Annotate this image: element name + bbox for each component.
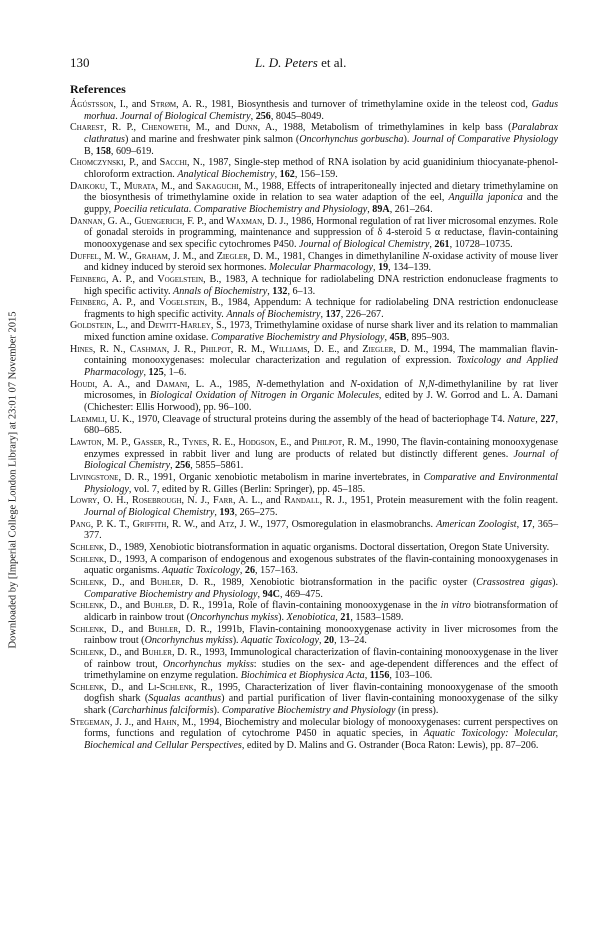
reference-entry: [70, 624, 558, 647]
reference-text: , N. J.,: [181, 495, 213, 507]
reference-entry: [70, 495, 558, 518]
reference-italic: Oncorhynchus mykiss: [144, 635, 233, 647]
reference-text: , F. P., and: [182, 215, 227, 227]
reference-volume: 45B: [389, 332, 407, 344]
reference-text: ,: [384, 332, 390, 344]
reference-entry: [70, 577, 558, 600]
reference-text: , 6–13.: [287, 285, 316, 297]
reference-author: Gasser: [133, 437, 163, 449]
reference-text: ) and marine and freshwater pink salmon (: [124, 133, 300, 145]
reference-author: Graham: [134, 250, 168, 262]
reference-author: Schlenk: [70, 553, 104, 565]
download-watermark: [4, 300, 22, 660]
reference-text: , N., 1987, Single-step method of RNA isolation by acid guanidinium thiocyanate-phenol-chloroform extraction.: [84, 157, 558, 180]
reference-italic: N: [350, 378, 358, 390]
reference-volume: 132: [272, 285, 288, 297]
reference-volume: 89A: [372, 203, 390, 215]
reference-author: Feinberg: [70, 297, 106, 309]
reference-text: , L., and: [111, 320, 148, 332]
reference-italic: N,N: [418, 378, 435, 390]
reference-author: Vogelstein: [158, 297, 205, 309]
reference-text: , 895–903.: [406, 332, 450, 344]
reference-author: Schlenk: [70, 541, 104, 553]
reference-entry: [70, 414, 558, 437]
reference-author: Li-Schlenk: [147, 681, 194, 693]
reference-author: Hahn: [154, 716, 177, 728]
reference-text: , 10728–10735.: [449, 238, 513, 250]
reference-volume: 1156: [369, 670, 390, 682]
reference-text: , D., and: [104, 646, 142, 658]
reference-text: , D. R., 1993, Immunological characterization of flavin-containing monooxygenase in the liver of rainbow trout,: [84, 646, 558, 670]
reference-entry: [70, 682, 558, 717]
reference-text: biotransformation of aldicarb in rainbow trout (: [84, 600, 558, 623]
reference-author: Cashman: [129, 343, 167, 355]
running-head-author: L. D. Peters: [255, 55, 318, 70]
reference-volume: 21: [340, 611, 351, 623]
reference-text: ,: [364, 670, 370, 682]
reference-author: Dunn: [235, 122, 258, 134]
reference-text: , R. W., and: [166, 518, 219, 530]
reference-author: Laemmli: [70, 413, 105, 425]
reference-italic: Journal of Biological Chemistry: [120, 110, 251, 122]
reference-author: Tynes: [182, 437, 207, 449]
reference-author: Philpot: [200, 343, 231, 355]
reference-text: , 156–159.: [294, 168, 338, 180]
reference-text: ,: [367, 203, 373, 215]
reference-italic: Journal of Biological Chemistry: [84, 506, 215, 518]
reference-author: Lawton: [70, 437, 102, 449]
reference-text: , A. P., and: [105, 297, 159, 309]
reference-entry: [70, 99, 558, 122]
reference-text: , D. M., 1994, The mammalian flavin-containing monooxygenases: molecular characterization and regulation of expression.: [84, 343, 559, 367]
reference-text: , D. R., 1991b, Flavin-containing monooxygenase activity in liver microsomes from the rainbow trout (: [84, 623, 558, 647]
reference-text: , 1583–1589.: [350, 611, 404, 623]
reference-italic: Nature: [507, 413, 536, 425]
reference-entry: [70, 519, 558, 542]
reference-text: , S., 1973, Trimethylamine oxidase of nurse shark liver and its relation to mammalian mixed function amine oxidase.: [84, 320, 558, 344]
reference-author: Ágústsson: [70, 99, 114, 110]
reference-italic: Oncorhynchus mykiss: [162, 658, 254, 670]
reference-entry: [70, 647, 558, 682]
reference-text: ).: [552, 576, 558, 588]
reference-text: , U. K., 1970, Cleavage of structural proteins during the assembly of the head of bacteriophage T4.: [104, 413, 508, 425]
reference-author: Farr: [212, 495, 233, 507]
reference-text: ,: [429, 238, 435, 250]
reference-italic: Crassostrea gigas: [476, 576, 553, 588]
reference-volume: 256: [255, 110, 271, 122]
reference-text: ,: [318, 635, 324, 647]
reference-text: , D. R., 1991a, Role of flavin-containing monooxygenase in the: [173, 600, 441, 612]
reference-text: -dimethylaniline by rat liver microsomes, in: [84, 378, 558, 402]
reference-italic: Comparative and Environmental Physiology: [84, 472, 558, 495]
reference-text: , D. E., and: [307, 343, 363, 355]
reference-text: , R. N.,: [92, 343, 130, 355]
reference-italic: Comparative Biochemistry and Physiology: [193, 203, 368, 215]
reference-volume: 256: [175, 460, 191, 472]
reference-entry: [70, 379, 558, 414]
reference-entry: [70, 320, 558, 343]
reference-italic: Oncorhynchus mykiss: [189, 611, 279, 623]
reference-text: (in press).: [395, 705, 439, 717]
reference-text: , R., 1995, Characterization of liver flavin-containing monooxygenase of the smooth dogfish shark (: [84, 681, 558, 705]
reference-text: , A. P., and: [105, 273, 158, 285]
reference-author: Chenoweth: [141, 122, 188, 134]
reference-author: Schlenk: [70, 646, 104, 658]
reference-text: , A. L., and: [232, 495, 285, 507]
reference-text: ,: [274, 168, 280, 180]
reference-text: , L. A., 1985,: [187, 378, 257, 390]
reference-text: .: [188, 203, 194, 215]
reference-author: Waxman: [226, 215, 263, 227]
reference-text: , J. J., and: [109, 716, 155, 728]
reference-author: Williams: [269, 343, 308, 355]
reference-text: , 261–264.: [389, 203, 433, 215]
reference-text: .: [115, 110, 121, 122]
reference-italic: Biochimica et Biophysica Acta: [240, 670, 365, 682]
reference-text: ).: [278, 611, 287, 623]
reference-text: : studies on the sex- and age-dependent differences and the effect of trimethylamine on enzyme regulation.: [84, 658, 558, 682]
reference-text: , D., 1993, A comparison of endogenous and exogenous substrates of the flavin-containing monooxygenases in aquatic organisms.: [84, 553, 558, 577]
reference-text: , R. P.,: [103, 122, 142, 134]
reference-italic: Aquatic Toxicology: Molecular, Biochemical and Cellular Perspectives: [84, 728, 558, 752]
reference-italic: Annals of Biochemistry: [173, 285, 268, 297]
reference-author: Rosebrough: [131, 495, 182, 507]
reference-entry: [70, 297, 558, 320]
reference-text: ,: [143, 367, 149, 379]
reference-text: ,: [516, 518, 523, 530]
reference-text: and the guppy,: [84, 192, 558, 215]
reference-italic: Squalas acanthus: [148, 693, 222, 705]
page-number: 130: [70, 55, 90, 70]
reference-text: -oxidase activity of mouse liver and kidney induced by steroid sex hormones.: [84, 250, 558, 274]
reference-text: , J. M., and: [167, 250, 217, 262]
reference-text: , D., and: [104, 623, 148, 635]
reference-author: Buhler: [147, 623, 179, 635]
reference-entry: [70, 437, 558, 472]
reference-author: Livingstone: [70, 472, 119, 483]
reference-author: Buhler: [143, 600, 174, 612]
reference-text: ,: [535, 413, 541, 425]
reference-author: Griffith: [132, 518, 167, 530]
reference-volume: 125: [148, 367, 164, 379]
reference-author: Randall: [284, 495, 320, 507]
reference-entry: [70, 472, 558, 495]
reference-text: , R. M.,: [230, 343, 270, 355]
reference-text: , 157–163.: [255, 565, 298, 577]
reference-text: , 103–106.: [389, 670, 433, 682]
reference-entry: [70, 717, 558, 752]
reference-text: , M. W.,: [98, 250, 135, 262]
reference-text: , G. A.,: [102, 215, 135, 227]
reference-text: , R. E.,: [206, 437, 239, 449]
reference-author: Duffel: [70, 250, 99, 262]
reference-volume: 94C: [262, 588, 280, 600]
reference-text: ).: [213, 705, 222, 717]
reference-text: , 13–24.: [334, 635, 367, 647]
reference-author: Murata: [123, 180, 156, 192]
reference-italic: Toxicology and Applied Pharmacology: [84, 355, 558, 379]
reference-text: , R. M., 1990, The flavin-containing monooxygenase enzymes expressed in rabbit liver and lung are products of related but distinctly different genes.: [84, 437, 558, 460]
reference-italic: Comparative Biochemistry and Physiology: [210, 332, 385, 344]
reference-italic: Journal of Comparative Physiology: [412, 133, 558, 145]
reference-author: Philpot: [311, 437, 343, 449]
reference-volume: 227: [540, 413, 556, 425]
reference-text: , J. R.,: [166, 343, 201, 355]
reference-text: , D., and: [104, 576, 151, 588]
reference-text: , D., and: [104, 600, 144, 612]
reference-italic: Molecular Pharmacology: [269, 262, 374, 274]
reference-text: ,: [214, 506, 220, 518]
reference-text: , 134–139.: [388, 262, 432, 274]
reference-italic: Xenobiotica: [286, 611, 336, 623]
reference-text: , D. M., 1981, Changes in dimethylaniline: [247, 250, 423, 262]
reference-entry: [70, 554, 558, 577]
reference-author: Vogelstein: [157, 273, 204, 285]
reference-text: ,: [320, 308, 326, 320]
reference-text: , J. W., 1977, Osmoregulation in elasmobranchs.: [234, 518, 437, 530]
reference-text: , 469–475.: [279, 588, 323, 600]
reference-text: , edited by J. W. Gorrod and L. A. Damani (Chichester: Ellis Horwood), pp. 96–100.: [84, 390, 559, 414]
reference-volume: 158: [95, 145, 111, 157]
reference-author: Ziegler: [216, 250, 248, 262]
reference-entry: [70, 251, 558, 274]
reference-text: , A. R., 1981, Biosynthesis and turnover of trimethylamine oxide in the teleost cod,: [176, 99, 532, 110]
reference-italic: Biological Oxidation of Nitrogen in Organic Molecules: [150, 390, 379, 402]
reference-author: Buhler: [141, 646, 172, 658]
reference-text: ,: [170, 460, 176, 472]
reference-entry: [70, 122, 558, 157]
reference-text: , B., 1984, Appendum: A technique for radiolabeling DNA restriction endonuclease fragments to high specific activity.: [84, 297, 558, 320]
reference-text: , P. K. T.,: [90, 518, 133, 530]
reference-text: , M., 1988, Effects of intraperitoneally injected and dietary trimethylamine on the biosynthesis of trimethylamine oxide in relation to sea water adaption of the eel,: [84, 180, 558, 204]
reference-text: , vol. 7, edited by R. Gilles (Berlin: Springer), pp. 45–185.: [128, 483, 366, 495]
reference-text: , 609–619.: [110, 145, 154, 157]
reference-text: , M., and: [187, 122, 236, 134]
reference-list: [70, 99, 558, 752]
reference-text: , 680–685.: [84, 413, 558, 437]
reference-text: ,: [239, 565, 245, 577]
reference-text: , M. P.,: [101, 437, 134, 449]
reference-text: ).: [403, 133, 413, 145]
reference-text: , P., and: [123, 157, 160, 169]
reference-text: ,: [335, 611, 341, 623]
reference-author: Charest: [70, 122, 104, 134]
reference-text: ) and partial purification of liver flavin-containing monooxygenase of the silky shark (: [84, 693, 559, 717]
reference-italic: Comparative Biochemistry and Physiology: [221, 705, 396, 717]
reference-text: , R. J., 1951, Protein measurement with the folin reagent.: [319, 495, 558, 507]
reference-text: , 365–377.: [84, 518, 558, 542]
reference-author: Buhler: [150, 576, 181, 588]
reference-text: ,: [373, 262, 379, 274]
reference-text: , edited by D. Malins and G. Ostrander (Boca Raton: Lewis), pp. 87–206.: [241, 740, 539, 752]
reference-text: , B., 1983, A technique for radiolabeling DNA restriction endonuclease fragments to high specific activity.: [84, 273, 558, 297]
reference-text: , I., and: [113, 99, 151, 110]
reference-text: , R.,: [162, 437, 183, 449]
reference-entry: [70, 274, 558, 297]
reference-italic: Comparative Biochemistry and Physiology: [84, 588, 258, 600]
reference-author: Dewitt-Harley: [147, 320, 211, 332]
reference-text: , 1–6.: [163, 367, 187, 379]
reference-text: , D. R., 1989, Xenobiotic biotransformation in the pacific oyster (: [180, 576, 477, 588]
reference-author: Stegeman: [70, 716, 110, 728]
reference-entry: [70, 344, 558, 379]
reference-volume: 26: [244, 565, 256, 577]
reference-italic: N: [256, 378, 263, 390]
reference-italic: N: [422, 250, 430, 262]
reference-text: , D., 1989, Xenobiotic biotransformation in aquatic organisms. Doctoral dissertation, Oregon State University.: [104, 541, 550, 553]
reference-text: ).: [232, 635, 242, 647]
reference-author: Goldstein: [70, 320, 112, 332]
reference-author: Hines: [70, 343, 93, 355]
reference-italic: Anguilla japonica: [448, 192, 523, 204]
reference-text: B,: [84, 145, 96, 157]
reference-italic: American Zoologist: [436, 518, 517, 530]
reference-italic: Annals of Biochemistry: [226, 308, 321, 320]
reference-text: ,: [267, 285, 273, 297]
reference-author: Chomczynski: [70, 157, 124, 169]
reference-volume: 261: [434, 238, 450, 250]
reference-text: , 5855–5861.: [190, 460, 244, 472]
reference-author: Sacchi: [159, 157, 188, 169]
reference-text: -demethylation and: [262, 378, 351, 390]
reference-author: Atz: [218, 518, 235, 530]
references-heading: References: [70, 82, 126, 96]
reference-italic: Analytical Biochemistry: [177, 168, 275, 180]
reference-text: , M., 1994, Biochemistry and molecular biology of monooxygenases: current perspectives on forms, functions and regulation of cytochrome P450 in aquatic species, in: [84, 716, 558, 740]
reference-italic: Gadus morhua: [84, 99, 558, 122]
reference-text: , M., and: [155, 180, 196, 192]
reference-volume: 137: [325, 308, 341, 320]
reference-author: Dannan: [70, 215, 103, 227]
reference-italic: Carcharhinus falciformis: [111, 705, 214, 717]
running-head: [255, 55, 346, 71]
reference-author: Guengerich: [134, 215, 183, 227]
reference-text: ,: [250, 110, 256, 122]
reference-author: Hodgson: [238, 437, 275, 449]
reference-text: -oxidation of: [357, 378, 419, 390]
reference-text: , D., and: [104, 681, 148, 693]
reference-author: Strøm: [150, 99, 177, 110]
reference-text: , D. J., 1986, Hormonal regulation of rat liver microsomal enzymes. Role of gonadal steroids in programming, maintenance and suppression of δ 4-steroid 5 α reductase, flavin-containing monooxygenase and sex specific cytochromes P450.: [84, 215, 558, 250]
reference-text: , E., and: [274, 437, 312, 449]
reference-entry: [70, 157, 558, 180]
reference-text: , A. A., and: [94, 378, 157, 390]
reference-volume: 162: [279, 168, 295, 180]
reference-author: Pang: [70, 518, 91, 530]
running-head-etal: et al.: [317, 55, 347, 70]
reference-volume: 20: [324, 635, 335, 647]
reference-italic: Aquatic Toxicology: [162, 565, 240, 577]
reference-italic: Oncorhynchus gorbuscha: [299, 133, 404, 145]
reference-italic: in vitro: [440, 600, 471, 612]
reference-volume: 19: [378, 262, 389, 274]
reference-author: Ziegler: [362, 343, 394, 355]
reference-italic: Aquatic Toxicology: [241, 635, 319, 647]
reference-author: Lowry: [70, 495, 98, 507]
reference-volume: 193: [219, 506, 235, 518]
reference-italic: Poecilia reticulata: [113, 203, 189, 215]
reference-text: , A., 1988, Metabolism of trimethylamines in kelp bass (: [257, 122, 512, 134]
reference-text: , 265–275.: [234, 506, 278, 518]
reference-text: , 8045–8049.: [270, 110, 324, 122]
reference-text: , O. H.,: [97, 495, 132, 507]
reference-italic: Journal of Biological Chemistry: [84, 448, 558, 472]
reference-author: Schlenk: [70, 681, 104, 693]
download-watermark-text: Downloaded by [Imperial College London Library] at 23:01 07 November 2015: [7, 311, 19, 649]
reference-entry: [70, 542, 558, 554]
reference-text: , T.,: [104, 180, 124, 192]
reference-author: Damani: [156, 378, 188, 390]
reference-author: Schlenk: [70, 623, 104, 635]
reference-author: Daikoku: [70, 180, 105, 192]
reference-author: Sakaguchi: [195, 180, 239, 192]
reference-text: ,: [257, 588, 263, 600]
reference-text: , 226–267.: [340, 308, 384, 320]
reference-entry: [70, 216, 558, 251]
reference-italic: Journal of Biological Chemistry: [299, 238, 430, 250]
reference-author: Schlenk: [70, 600, 104, 612]
reference-volume: 17: [522, 518, 533, 530]
reference-entry: [70, 181, 558, 216]
reference-author: Schlenk: [70, 576, 104, 588]
reference-author: Houdi: [70, 378, 95, 390]
reference-italic: Paralabrax clathratus: [84, 122, 558, 145]
reference-text: , D. R., 1991, Organic xenobiotic metabolism in marine invertebrates, in: [118, 472, 424, 483]
reference-entry: [70, 600, 558, 623]
reference-author: Feinberg: [70, 273, 106, 285]
